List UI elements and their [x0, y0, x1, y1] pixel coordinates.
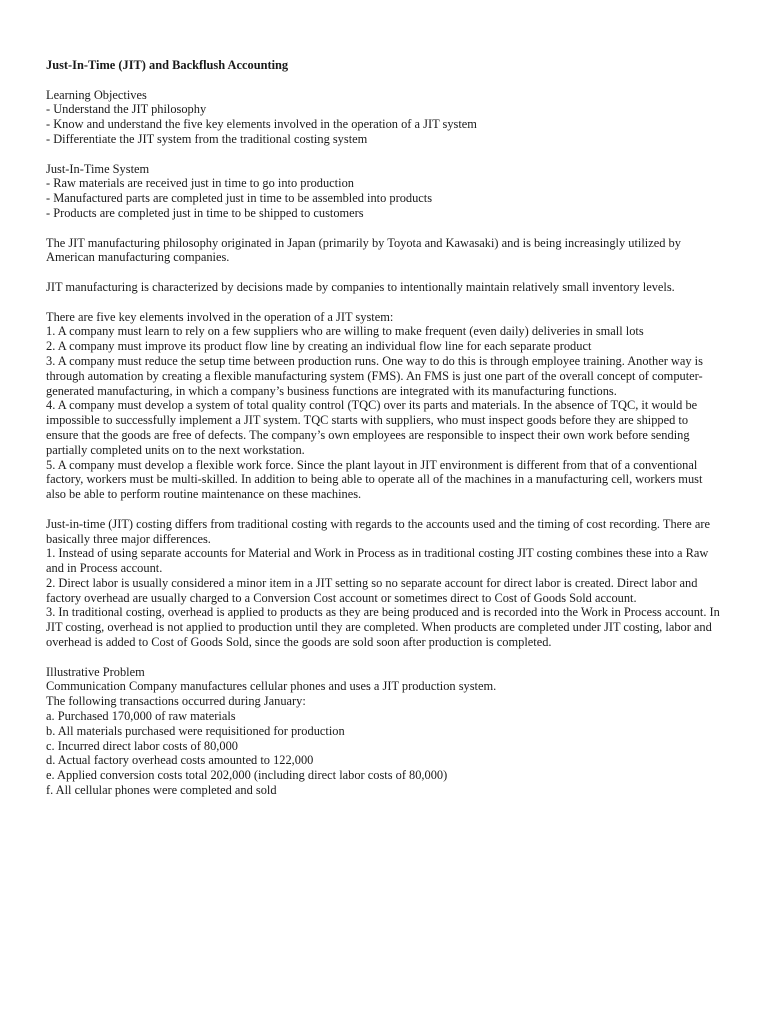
problem-line: The following transactions occurred during January: — [46, 694, 306, 709]
costing-differences-section — [46, 517, 722, 650]
transaction-item: d. Actual factory overhead costs amounted to 122,000 — [46, 753, 314, 768]
transaction-item: a. Purchased 170,000 of raw materials — [46, 709, 236, 724]
philosophy-paragraph — [46, 236, 722, 266]
list-item: 4. A company must develop a system of total quality control (TQC) over its parts and materials. In the absence of TQC, it would be impossible to successfully implement a JIT system. TQC starts with suppliers, who must inspect goods before they are shipped to ensure that the goods are free of defects. The company’s own employees are responsible to inspect their own work before sending partially completed units on to the next workstation. — [46, 398, 698, 457]
list-item: 5. A company must develop a flexible work force. Since the plant layout in JIT environment is different from that of a conventional factory, workers must be multi-skilled. In addition to being able to operate all of the machines in a manufacturing cell, workers must also be able to perform routine maintenance on these machines. — [46, 457, 703, 502]
section-intro: Just-in-time (JIT) costing differs from traditional costing with regards to the accounts used and the timing of cost recording. There are basically three major differences. — [46, 516, 710, 546]
list-item: - Know and understand the five key elements involved in the operation of a JIT system — [46, 117, 477, 132]
transaction-item: e. Applied conversion costs total 202,000 (including direct labor costs of 80,000) — [46, 768, 448, 783]
list-item: 2. A company must improve its product flow line by creating an individual flow line for each separate product — [46, 339, 592, 354]
list-item: 1. A company must learn to rely on a few suppliers who are willing to make frequent (even daily) deliveries in small lots — [46, 324, 644, 339]
key-elements-section — [46, 310, 722, 502]
learning-objectives-section — [46, 88, 722, 147]
list-item: - Manufactured parts are completed just in time to be assembled into products — [46, 191, 433, 206]
section-heading: Illustrative Problem — [46, 664, 145, 679]
list-item: 3. A company must reduce the setup time between production runs. One way to do this is through employee training. Another way is through automation by creating a flexible manufacturing system (FMS). An FMS is just one part of the overall concept of computer-generated manufacturing, in which a company’s business functions are integrated with its manufacturing functions. — [46, 353, 703, 398]
list-item: - Understand the JIT philosophy — [46, 102, 207, 117]
section-heading: Learning Objectives — [46, 87, 147, 102]
illustrative-problem-section — [46, 665, 722, 798]
list-item: 1. Instead of using separate accounts for Material and Work in Process as in traditional costing JIT costing combines these into a Raw and in Process account. — [46, 546, 709, 576]
document-title: Just-In-Time (JIT) and Backflush Accounting — [46, 58, 289, 72]
characterization-paragraph — [46, 280, 722, 295]
list-item: - Raw materials are received just in time to go into production — [46, 176, 354, 191]
problem-line: Communication Company manufactures cellular phones and uses a JIT production system. — [46, 679, 497, 694]
list-item: 2. Direct labor is usually considered a minor item in a JIT setting so no separate account for direct labor is created. Direct labor and factory overhead are usually charged to a Conversion Cost account or sometimes direct to Cost of Goods Sold account. — [46, 575, 698, 605]
jit-system-section — [46, 162, 722, 221]
transaction-item: c. Incurred direct labor costs of 80,000 — [46, 738, 238, 753]
document-body — [46, 58, 722, 813]
list-item: - Differentiate the JIT system from the traditional costing system — [46, 131, 368, 146]
list-item: 3. In traditional costing, overhead is applied to products as they are being produced and is recorded into the Work in Process account. In JIT costing, overhead is not applied to production until they are completed. When products are completed under JIT costing, labor and overhead is added to Cost of Goods Sold, since the goods are sold soon after production is completed. — [46, 605, 720, 650]
transaction-item: f. All cellular phones were completed and sold — [46, 783, 277, 798]
section-intro: There are five key elements involved in the operation of a JIT system: — [46, 309, 394, 324]
list-item: - Products are completed just in time to be shipped to customers — [46, 205, 364, 220]
transaction-item: b. All materials purchased were requisitioned for production — [46, 723, 345, 738]
paragraph: JIT manufacturing is characterized by decisions made by companies to intentionally maintain relatively small inventory levels. — [46, 279, 675, 294]
section-heading: Just-In-Time System — [46, 161, 150, 176]
paragraph: The JIT manufacturing philosophy originated in Japan (primarily by Toyota and Kawasaki) and is being increasingly utilized by American manufacturing companies. — [46, 235, 681, 265]
